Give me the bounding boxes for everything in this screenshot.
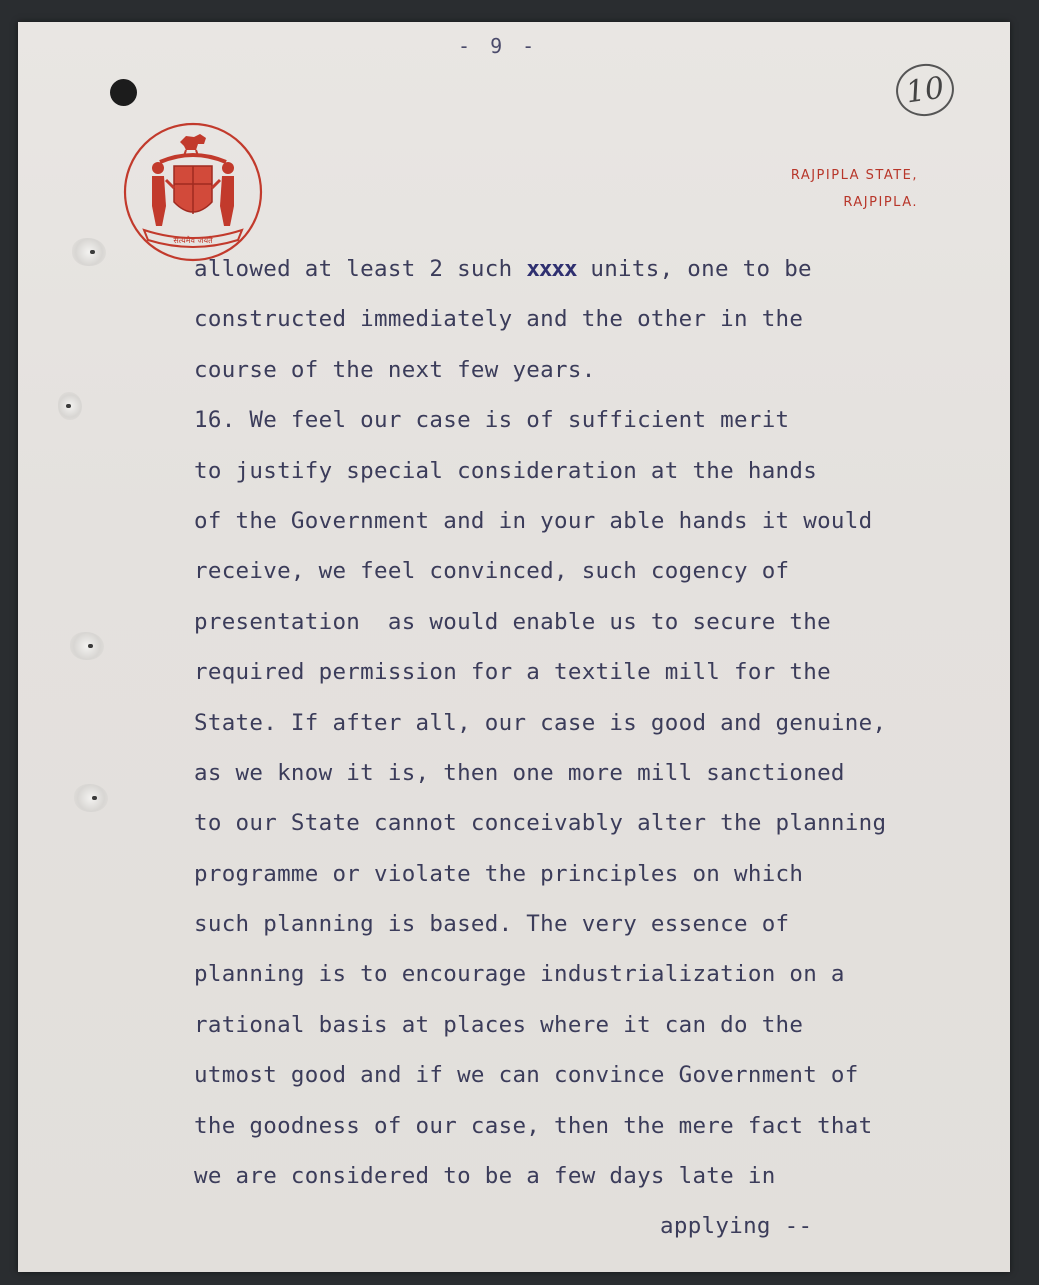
body-line: of the Government and in your able hands it would: [194, 507, 873, 534]
catchword: applying --: [660, 1213, 813, 1240]
emblem-motto: सत्यमेव जयते: [173, 236, 213, 245]
body-line: planning is to encourage industrialization on a: [194, 961, 845, 988]
binding-tear: [72, 238, 106, 266]
body-line: programme or violate the principles on which: [194, 860, 804, 887]
folio-number: 10: [893, 60, 958, 120]
body-line: 16. We feel our case is of sufficient merit: [194, 407, 790, 434]
body-line: to our State cannot conceivably alter the planning: [194, 810, 887, 837]
punch-hole: [110, 79, 137, 106]
body-line: required permission for a textile mill for the: [194, 659, 831, 686]
letterhead-address: [791, 162, 918, 216]
page-number: - 9 -: [458, 34, 539, 58]
binding-tear: [74, 784, 108, 812]
state-emblem-icon: [120, 122, 266, 262]
body-line: the goodness of our case, then the mere fact that: [194, 1112, 873, 1139]
binding-tear: [58, 392, 82, 420]
document-page: [18, 22, 1010, 1272]
body-line: State. If after all, our case is good and genuine,: [194, 709, 887, 736]
body-line: such planning is based. The very essence of: [194, 911, 790, 938]
letterhead-line-2: RAJPIPLA.: [843, 195, 918, 210]
struck-out-text: xxxx: [526, 256, 577, 282]
body-line: receive, we feel convinced, such cogency of: [194, 558, 790, 585]
letterhead-line-1: RAJPIPLA STATE,: [790, 168, 918, 183]
body-line: we are considered to be a few days late in: [194, 1163, 776, 1190]
body-line: presentation as would enable us to secure the: [194, 608, 831, 635]
body-line: rational basis at places where it can do the: [194, 1011, 804, 1038]
body-line: to justify special consideration at the hands: [194, 457, 818, 484]
binding-tear: [70, 632, 104, 660]
letter-body: [194, 244, 994, 1252]
body-line: as we know it is, then one more mill sanctioned: [194, 759, 845, 786]
body-line: allowed at least 2 such xxxx units, one to be: [194, 256, 812, 282]
body-line: constructed immediately and the other in the: [194, 306, 804, 333]
body-line: course of the next few years.: [194, 356, 596, 383]
body-line: utmost good and if we can convince Government of: [194, 1062, 859, 1089]
